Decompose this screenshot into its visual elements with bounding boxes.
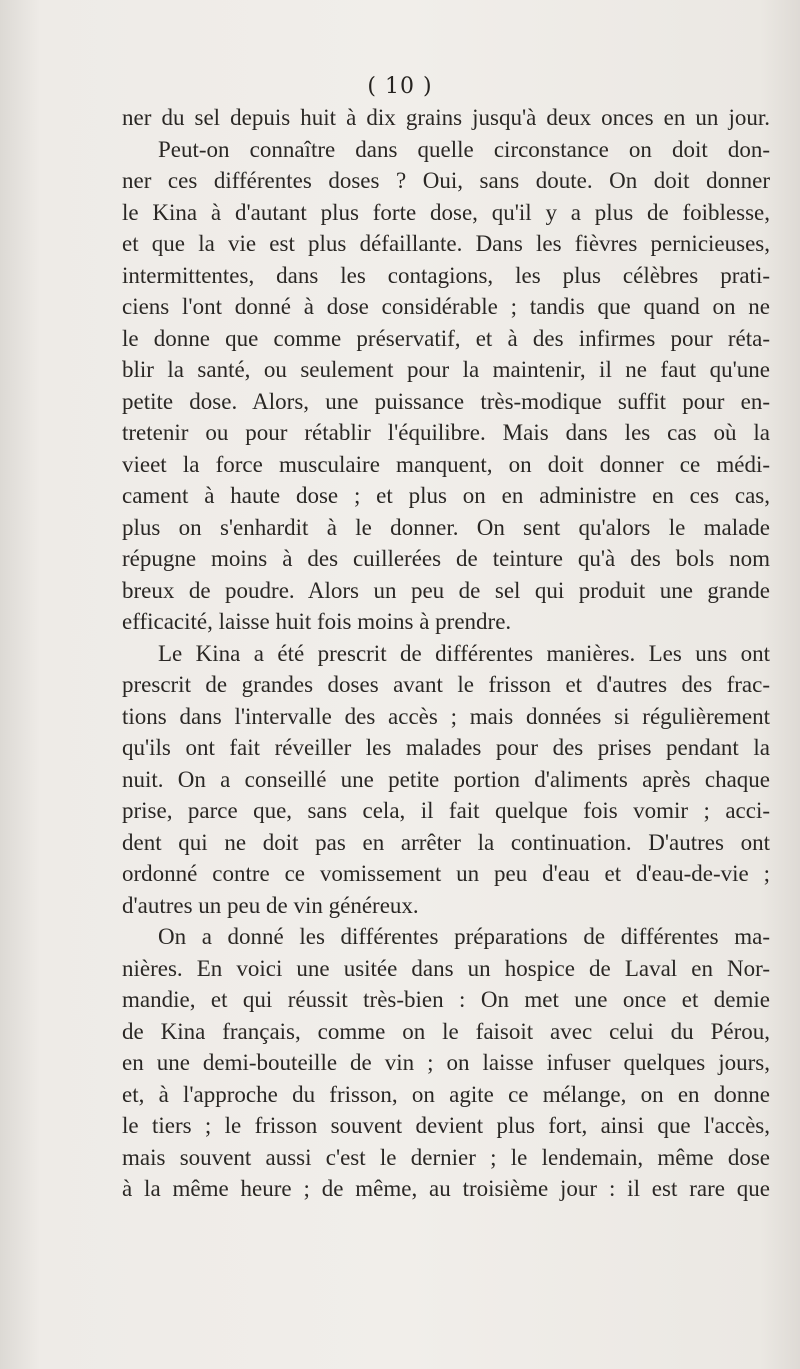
text-line: mais souvent aussi c'est le dernier ; le lendemain, même dose bbox=[122, 1144, 770, 1170]
text-line: le Kina à d'autant plus forte dose, qu'il y a plus de foiblesse, bbox=[122, 199, 770, 225]
text-line: Peut-on connaître dans quelle circonstance on doit don- bbox=[158, 136, 770, 162]
page-number: ( 10 ) bbox=[367, 74, 433, 99]
text-line: blir la santé, ou seulement pour la maintenir, il ne faut qu'une bbox=[122, 357, 770, 382]
text-line: le tiers ; le frisson souvent devient plus fort, ainsi que l'accès, bbox=[122, 1113, 770, 1138]
text-line: et que la vie est plus défaillante. Dans les fièvres pernicieuses, bbox=[122, 231, 770, 256]
text-line: d'autres un peu de vin généreux. bbox=[122, 892, 419, 918]
text-line: mandie, et qui réussit très-bien : On met une once et demie bbox=[122, 987, 770, 1012]
text-line: prise, parce que, sans cela, il fait quelque fois vomir ; acci- bbox=[122, 798, 770, 823]
text-line: répugne moins à des cuillerées de teinture qu'à des bols nom bbox=[122, 546, 770, 571]
text-line: prescrit de grandes doses avant le frisson et d'autres des frac- bbox=[122, 672, 770, 697]
text-line: et, à l'approche du frisson, on agite ce mélange, on en donne bbox=[122, 1081, 770, 1107]
text-line: efficacité, laisse huit fois moins à prendre. bbox=[122, 609, 512, 634]
text-line: vieet la force musculaire manquent, on doit donner ce médi- bbox=[122, 451, 770, 477]
text-line: de Kina français, comme on le faisoit avec celui du Pérou, bbox=[122, 1018, 770, 1044]
text-line: ordonné contre ce vomissement un peu d'eau et d'eau-de-vie ; bbox=[122, 861, 770, 886]
text-line: plus on s'enhardit à le donner. On sent qu'alors le malade bbox=[122, 514, 770, 540]
text-line: tions dans l'intervalle des accès ; mais données si régulièrement bbox=[122, 703, 770, 729]
text-line: dent qui ne doit pas en arrêter la continuation. D'autres ont bbox=[122, 829, 770, 855]
text-line: tretenir ou pour rétablir l'équilibre. Mais dans les cas où la bbox=[122, 420, 770, 445]
text-line: nuit. On a conseillé une petite portion d'aliments après chaque bbox=[122, 766, 770, 792]
text-line: breux de poudre. Alors un peu de sel qui produit une grande bbox=[122, 577, 770, 603]
text-line: qu'ils ont fait réveiller les malades pour des prises pendant la bbox=[122, 735, 770, 760]
text-line: On a donné les différentes préparations de différentes ma- bbox=[158, 924, 770, 949]
text-line: cament à haute dose ; et plus on en administre en ces cas, bbox=[122, 483, 770, 508]
text-line: ner du sel depuis huit à dix grains jusqu'à deux onces en un jour. bbox=[122, 105, 770, 130]
text-line: Le Kina a été prescrit de différentes manières. Les uns ont bbox=[158, 640, 770, 666]
text-line: intermittentes, dans les contagions, les plus célèbres prati- bbox=[122, 262, 770, 288]
text-line: ciens l'ont donné à dose considérable ; tandis que quand on ne bbox=[122, 294, 770, 319]
text-line: ner ces différentes doses ? Oui, sans doute. On doit donner bbox=[122, 168, 770, 193]
text-line: à la même heure ; de même, au troisième jour : il est rare que bbox=[122, 1176, 770, 1201]
body-text bbox=[122, 102, 770, 1205]
text-line: le donne que comme préservatif, et à des infirmes pour réta- bbox=[122, 325, 770, 351]
text-line: petite dose. Alors, une puissance très-modique suffit pour en- bbox=[122, 388, 770, 414]
text-line: nières. En voici une usitée dans un hospice de Laval en Nor- bbox=[122, 955, 770, 981]
text-line: en une demi-bouteille de vin ; on laisse infuser quelques jours, bbox=[122, 1050, 770, 1075]
